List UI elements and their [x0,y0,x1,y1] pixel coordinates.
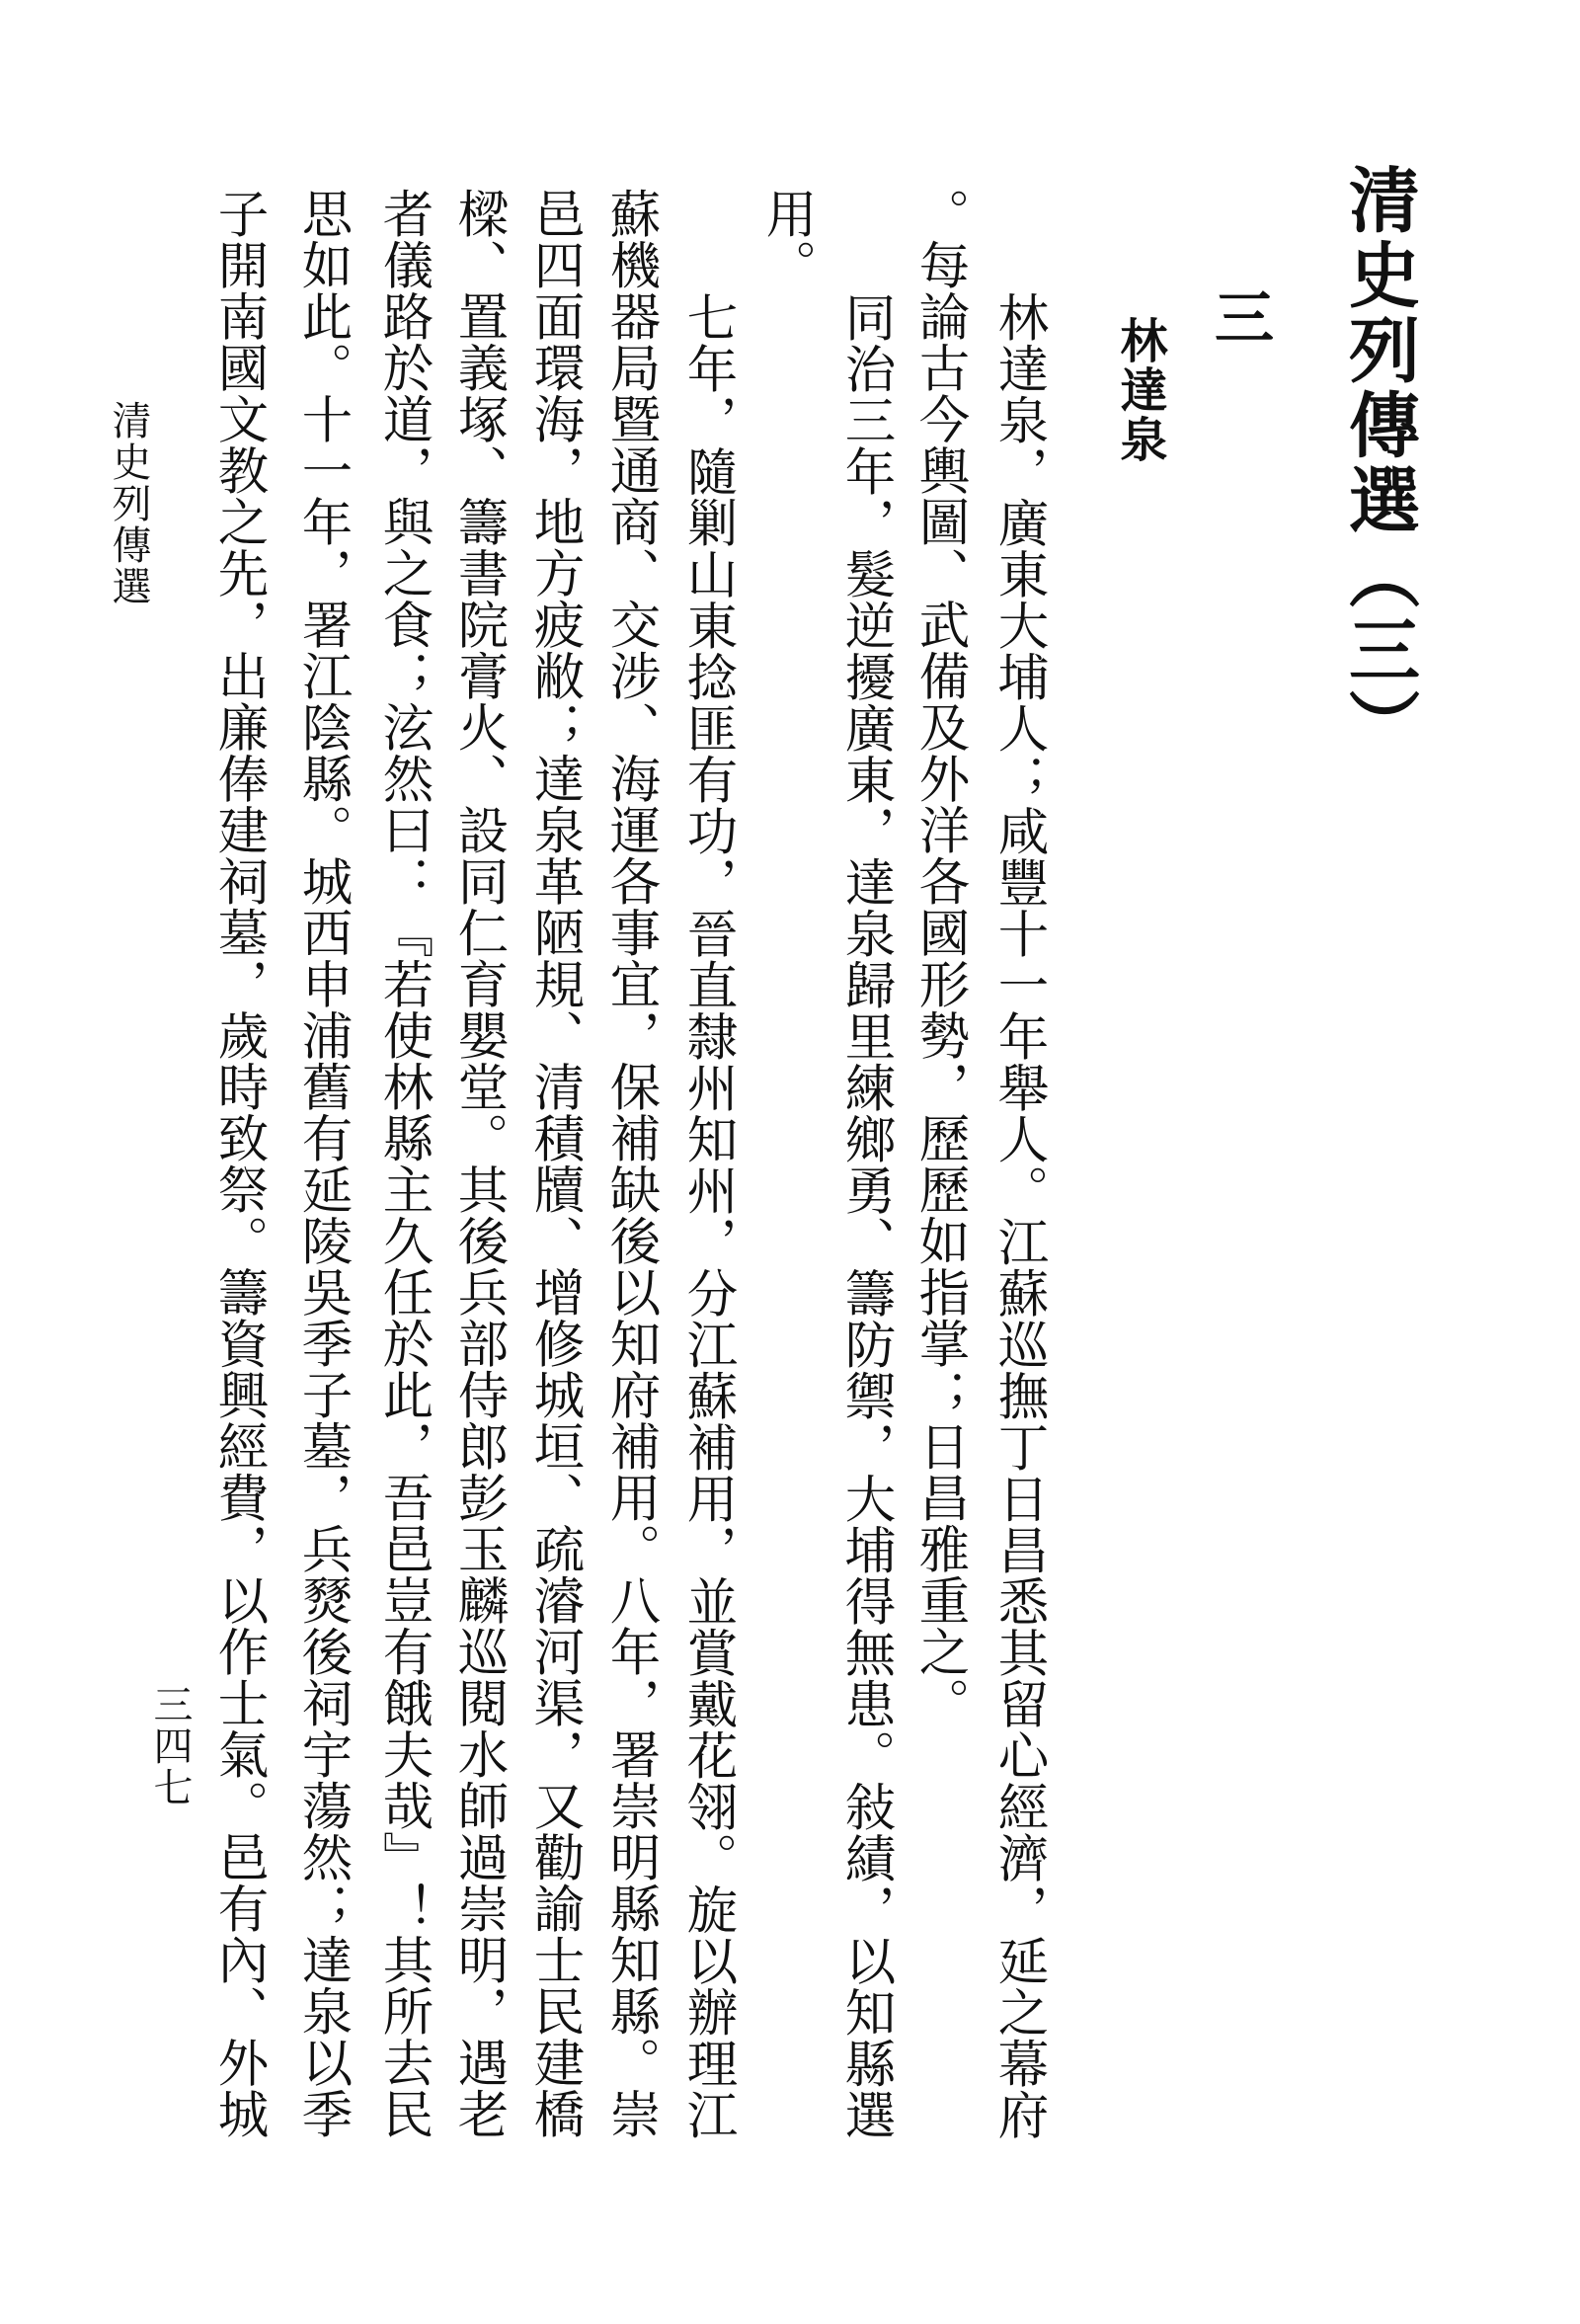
text-line-3: 同治三年，髮逆擾廣東，達泉歸里練鄉勇、籌防禦，大埔得無患。敍績，以知縣選 [835,291,896,2140]
text-line-10: 思如此。十一年，署江陰縣。城西申浦舊有延陵吳季子墓，兵燹後祠宇蕩然；達泉以季 [292,188,353,2139]
text-line-1: 林達泉，廣東大埔人；咸豐十一年舉人。江蘇巡撫丁日昌悉其留心經濟，延之幕府 [988,291,1049,2140]
page-title: 清史列傳選（三） [1337,163,1421,763]
section-heading: 林達泉 [1112,316,1167,464]
text-line-7: 邑四面環海，地方疲敝；達泉革陋規、清積牘、增修城垣、疏濬河渠，又勸諭士民建橋 [524,188,585,2139]
running-head: 清史列傳選 [106,400,151,607]
page-number: 三四七 [147,1684,193,1808]
text-line-5: 七年，隨剿山東捻匪有功，晉直隸州知州，分江蘇補用，並賞戴花翎。旋以辦理江 [677,291,738,2140]
text-line-2: 。每論古今輿圖、武備及外洋各國形勢，歷歷如指掌；日昌雅重之。 [909,188,970,1728]
section-number: 三 [1205,286,1274,346]
text-line-8: 樑、置義塚、籌書院膏火、設同仁育嬰堂。其後兵部侍郎彭玉麟巡閱水師過崇明，遇老 [448,188,509,2139]
text-line-11: 子開南國文教之先，出廉俸建祠墓，歲時致祭。籌資興經費，以作士氣。邑有內、外城 [208,188,269,2139]
text-line-6: 蘇機器局暨通商、交涉、海運各事宜，保補缺後以知府補用。八年，署崇明縣知縣。崇 [600,188,661,2139]
text-line-4: 用。 [756,188,817,290]
text-line-9: 者儀路於道，與之食；泫然曰：『若使林縣主久任於此，吾邑豈有餓夫哉』！其所去民 [373,188,434,2139]
